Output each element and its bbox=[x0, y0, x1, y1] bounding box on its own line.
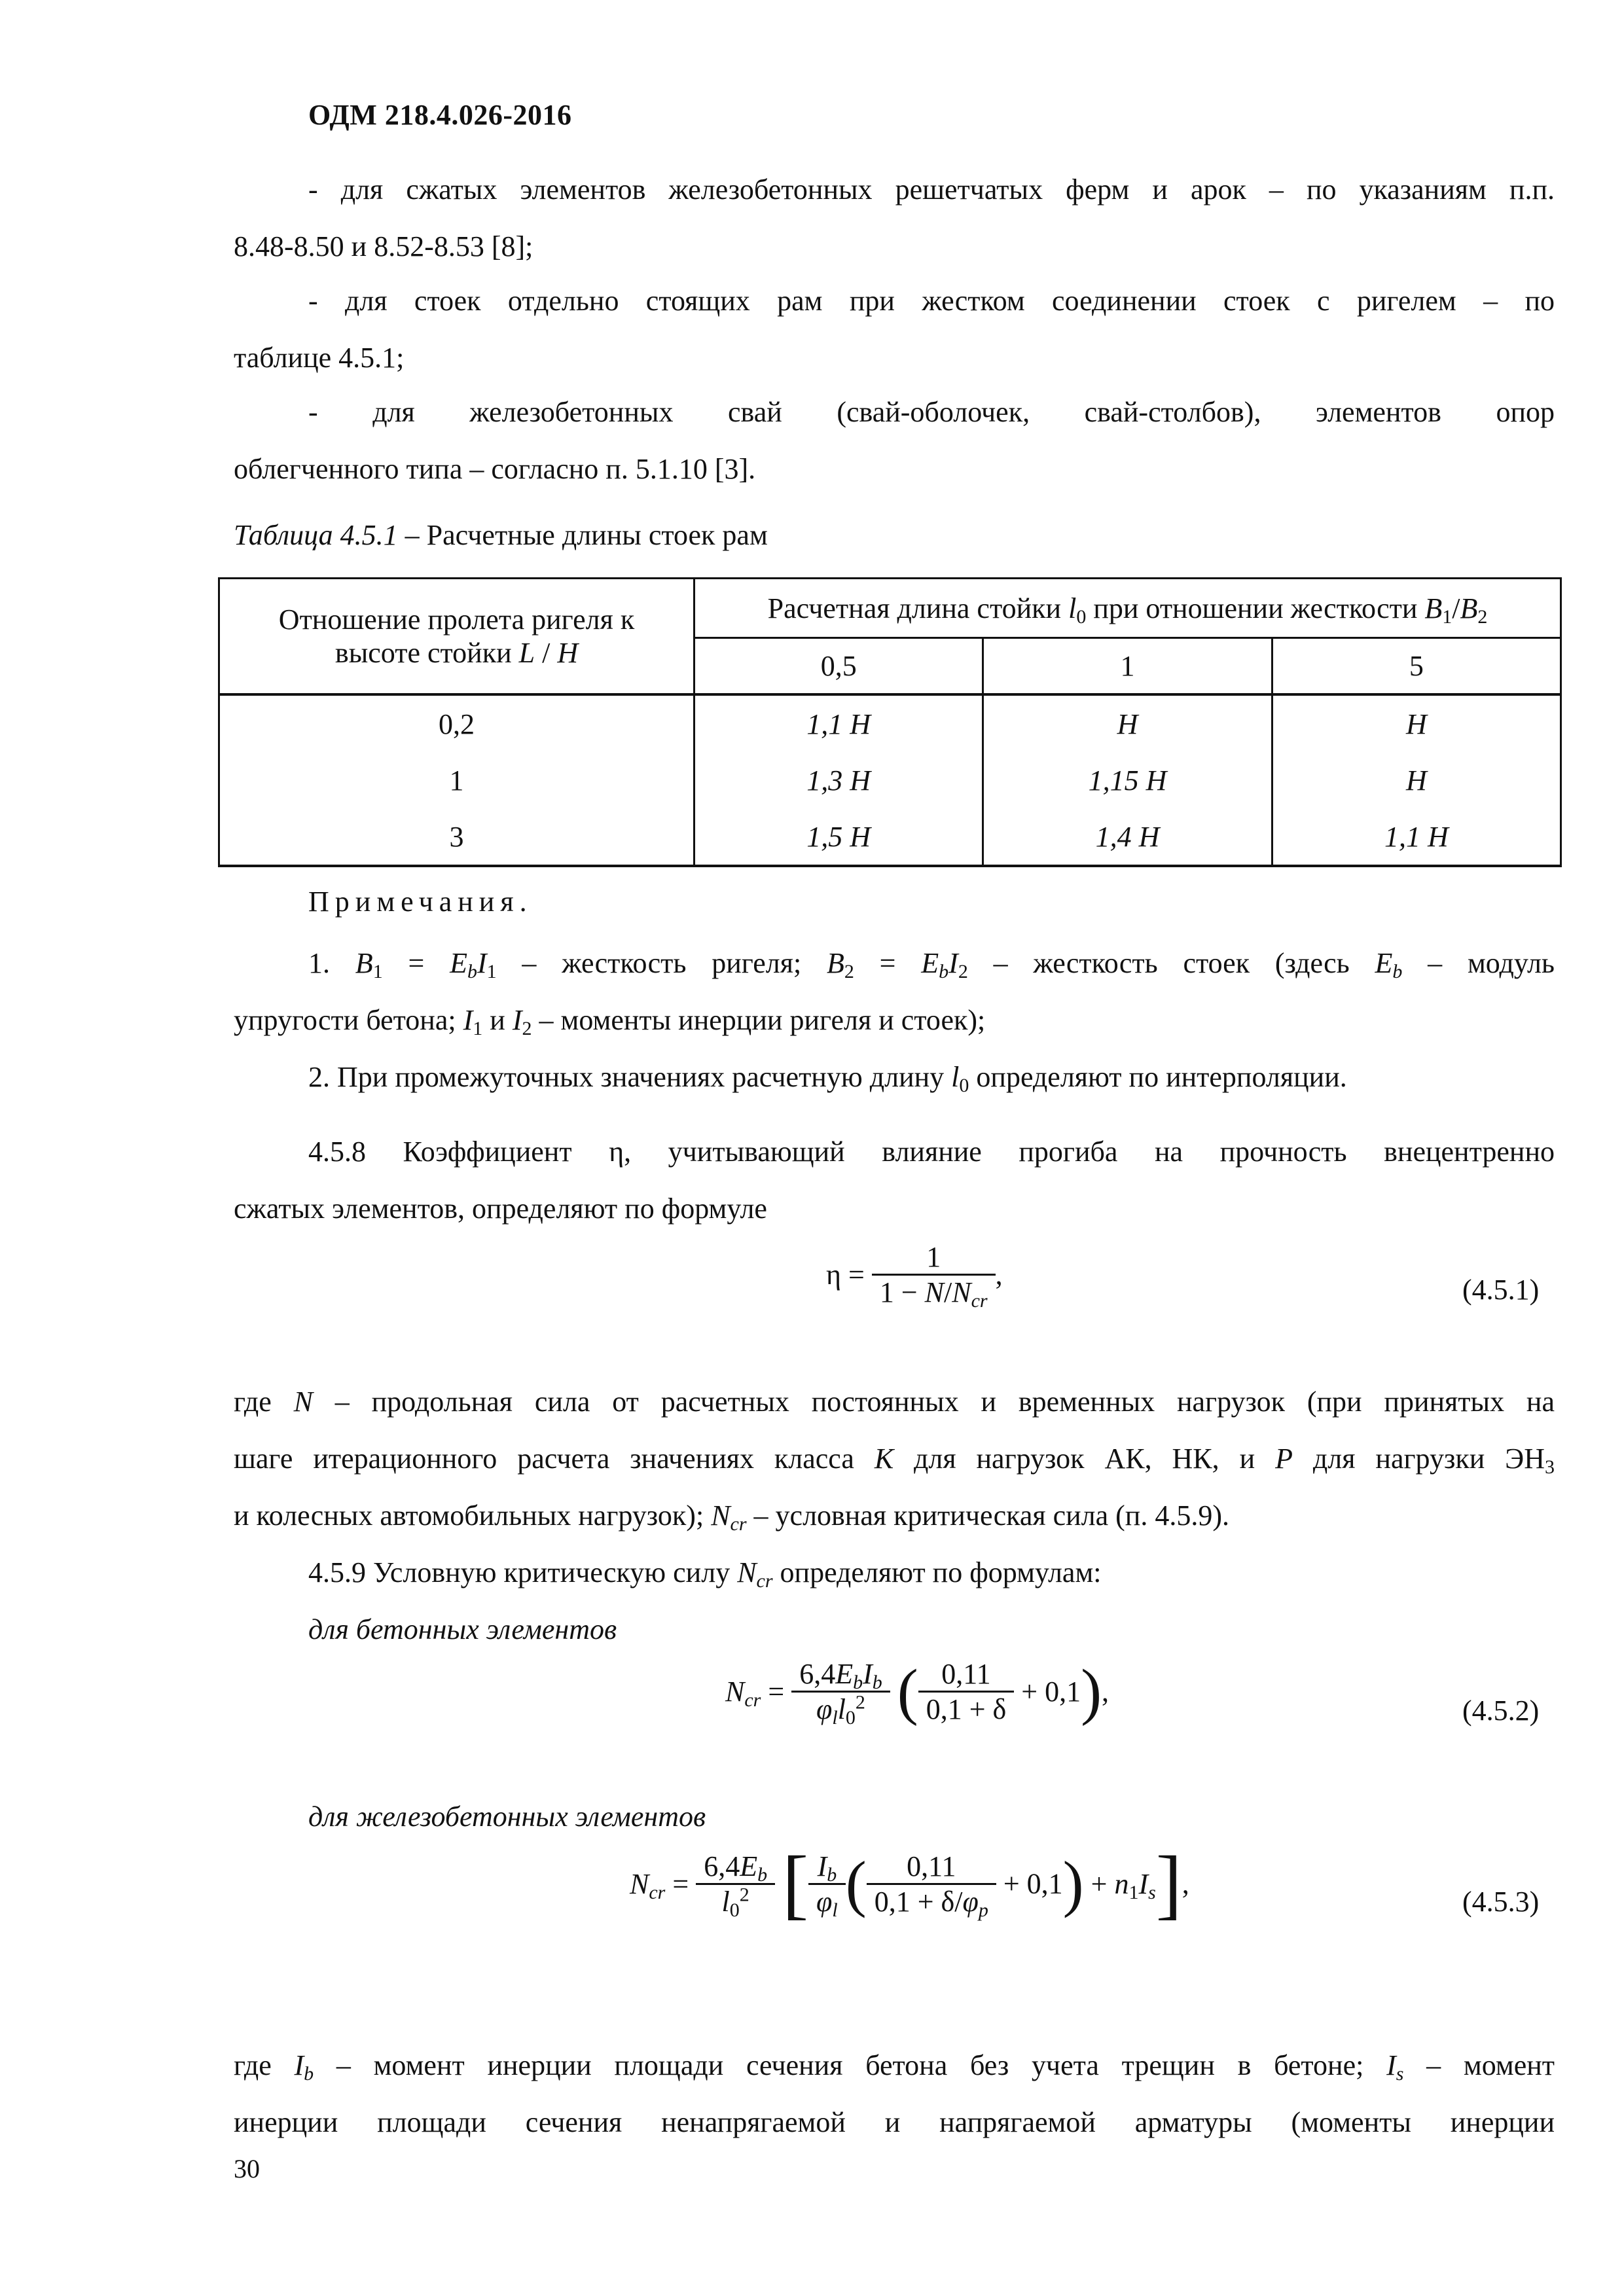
note-1-line2: упругости бетона; $I_1$ и $I_2$ – моменты инерции ригеля и стоек); bbox=[234, 1004, 986, 1039]
table-cell: 1,5 H bbox=[695, 808, 983, 866]
equation-number: (4.5.3) bbox=[1462, 1886, 1540, 1918]
table-cell: 0,2 bbox=[219, 694, 695, 752]
table-subheader: 1 bbox=[983, 638, 1272, 695]
formula-4-5-3: $N_{cr}$ = $\frac{6,4E_b}{l_0^2}$ [ $\frac{I_b}{\varphi_l}$ ( $\frac{0,11}{0,1 + \delta/\varphi_p}$ + $0,1) + n_1I_s$], bbox=[630, 1840, 1189, 1927]
table-header-ratio: Отношение пролета ригеля к высоте стойки L / H bbox=[219, 579, 695, 695]
section-458-line1: 4.5.8 Коэффициент η, учитывающий влияние прогиба на прочность внецентренно bbox=[308, 1136, 1555, 1168]
list-item-3-line2: облегченного типа – согласно п. 5.1.10 [3]. bbox=[234, 453, 756, 485]
section-459-where-line1: где $I_b$ – момент инерции площади сечения бетона без учета трещин в бетоне; $I_s$ – момент bbox=[234, 2049, 1555, 2085]
table-caption: Таблица 4.5.1 – Расчетные длины стоек рам bbox=[234, 519, 768, 551]
section-458-where-line3: и колесных автомобильных нагрузок); $N_{cr}$ – условная критическая сила (п. 4.5.9). bbox=[234, 1499, 1229, 1535]
table-cell: H bbox=[1272, 694, 1561, 752]
list-item-2-line1: - для стоек отдельно стоящих рам при жестком соединении стоек с ригелем – по bbox=[308, 285, 1555, 317]
table-row bbox=[219, 752, 1561, 808]
list-item-1-line2: 8.48-8.50 и 8.52-8.53 [8]; bbox=[234, 230, 533, 262]
table-cell: 1 bbox=[219, 752, 695, 808]
list-item-1-line1: - для сжатых элементов железобетонных решетчатых ферм и арок – по указаниям п.п. bbox=[308, 173, 1555, 206]
table-cell: 1,4 H bbox=[983, 808, 1272, 866]
section-458-line2: сжатых элементов, определяют по формуле bbox=[234, 1193, 767, 1225]
table-cell: 1,1 H bbox=[1272, 808, 1561, 866]
section-458-where-line1: где N – продольная сила от расчетных постоянных и временных нагрузок (при принятых на bbox=[234, 1386, 1555, 1418]
note-2: 2. При промежуточных значениях расчетную длину $l_0$ определяют по интерполяции. bbox=[308, 1061, 1347, 1096]
list-item-3-line1: - для железобетонных свай (свай-оболочек, свай-столбов), элементов опор bbox=[308, 396, 1555, 428]
table-cell: 1,1 H bbox=[695, 694, 983, 752]
notes-heading: Примечания. bbox=[308, 886, 533, 918]
equation-number: (4.5.2) bbox=[1462, 1695, 1540, 1727]
table-row bbox=[219, 808, 1561, 866]
document-code-header: ОДМ 218.4.026-2016 bbox=[308, 99, 572, 131]
section-458-where-line2: шаге итерационного расчета значениях класса К для нагрузок АК, НК, и Р для нагрузки $ЭН_3$ bbox=[234, 1443, 1555, 1478]
table-cell: 3 bbox=[219, 808, 695, 866]
reinforced-elements-label: для железобетонных элементов bbox=[308, 1801, 706, 1833]
formula-4-5-1: η = $\frac{1}{1 - N/N_{cr}}$ , bbox=[826, 1241, 1003, 1312]
page-number: 30 bbox=[234, 2154, 260, 2183]
section-459-where-line2: инерции площади сечения ненапрягаемой и напрягаемой арматуры (моменты инерции bbox=[234, 2106, 1555, 2138]
formula-4-5-2: $N_{cr}$ = $\frac{6,4E_bI_b}{\varphi_ll_0^2}$ ( $\frac{0,11}{0,1 + \delta}$ + 0,1), bbox=[725, 1656, 1110, 1729]
section-459-line1: 4.5.9 Условную критическую силу $N_{cr}$ определяют по формулам: bbox=[308, 1556, 1102, 1592]
note-1-line1: 1. $B_1 = E_bI_1$ – жесткость ригеля; $B_2 = E_bI_2$ – жесткость стоек (здесь $E_b$ – модуль bbox=[308, 947, 1555, 982]
table-cell: 1,3 H bbox=[695, 752, 983, 808]
table-subheader: 0,5 bbox=[695, 638, 983, 695]
table-header-design-length: Расчетная длина стойки $l_0$ при отношении жесткости $B_1/B_2$ bbox=[695, 579, 1561, 638]
table-cell: H bbox=[983, 694, 1272, 752]
concrete-elements-label: для бетонных элементов bbox=[308, 1613, 617, 1645]
table-subheader: 5 bbox=[1272, 638, 1561, 695]
list-item-2-line2: таблице 4.5.1; bbox=[234, 342, 405, 374]
table-row bbox=[219, 694, 1561, 752]
design-length-table bbox=[218, 577, 1562, 867]
equation-number: (4.5.1) bbox=[1462, 1274, 1540, 1306]
table-cell: 1,15 H bbox=[983, 752, 1272, 808]
table-cell: H bbox=[1272, 752, 1561, 808]
